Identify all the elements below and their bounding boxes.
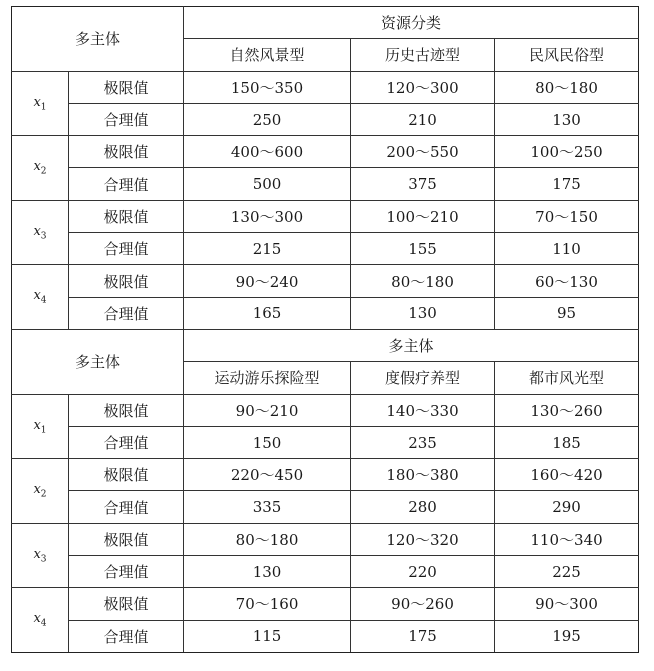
section1-corner-label: 多主体 bbox=[12, 7, 184, 72]
variable-symbol: x bbox=[33, 223, 41, 239]
section2-column-header: 运动游乐探险型 bbox=[184, 362, 351, 394]
section1-column-header: 民风民俗型 bbox=[495, 39, 639, 71]
row-type-label: 极限值 bbox=[69, 136, 184, 168]
table-cell: 185 bbox=[495, 426, 639, 458]
table-row bbox=[12, 426, 639, 458]
table-cell: 165 bbox=[184, 297, 351, 329]
table-cell: 290 bbox=[495, 491, 639, 523]
table-cell: 150～350 bbox=[184, 71, 351, 103]
row-type-label: 极限值 bbox=[69, 459, 184, 491]
table-cell: 220～450 bbox=[184, 459, 351, 491]
row-type-label: 极限值 bbox=[69, 394, 184, 426]
row-type-label: 合理值 bbox=[69, 233, 184, 265]
table-cell: 175 bbox=[495, 168, 639, 200]
section1-header-row bbox=[12, 7, 639, 39]
variable-subscript: 1 bbox=[40, 425, 47, 436]
table-cell: 130～260 bbox=[495, 394, 639, 426]
variable-label bbox=[12, 200, 69, 265]
variable-label bbox=[12, 71, 69, 136]
row-type-label: 极限值 bbox=[69, 265, 184, 297]
table-cell: 70～160 bbox=[184, 588, 351, 620]
table-cell: 200～550 bbox=[351, 136, 495, 168]
table-cell: 95 bbox=[495, 297, 639, 329]
row-type-label: 极限值 bbox=[69, 71, 184, 103]
resource-table-container bbox=[11, 6, 638, 653]
variable-symbol: x bbox=[33, 546, 41, 562]
table-cell: 175 bbox=[351, 620, 495, 652]
variable-subscript: 3 bbox=[40, 554, 47, 565]
table-row bbox=[12, 103, 639, 135]
row-type-label: 极限值 bbox=[69, 200, 184, 232]
table-cell: 130 bbox=[495, 103, 639, 135]
table-cell: 70～150 bbox=[495, 200, 639, 232]
table-cell: 130 bbox=[351, 297, 495, 329]
resource-classification-table bbox=[11, 6, 639, 653]
variable-subscript: 4 bbox=[40, 618, 47, 629]
row-type-label: 合理值 bbox=[69, 168, 184, 200]
variable-symbol: x bbox=[33, 482, 41, 498]
variable-label bbox=[12, 136, 69, 201]
table-cell: 100～210 bbox=[351, 200, 495, 232]
table-row bbox=[12, 394, 639, 426]
table-cell: 90～210 bbox=[184, 394, 351, 426]
table-cell: 180～380 bbox=[351, 459, 495, 491]
table-cell: 225 bbox=[495, 556, 639, 588]
row-type-label: 合理值 bbox=[69, 103, 184, 135]
row-type-label: 合理值 bbox=[69, 556, 184, 588]
table-row bbox=[12, 71, 639, 103]
variable-label bbox=[12, 265, 69, 330]
variable-label bbox=[12, 394, 69, 459]
row-type-label: 极限值 bbox=[69, 588, 184, 620]
table-cell: 130 bbox=[184, 556, 351, 588]
table-cell: 335 bbox=[184, 491, 351, 523]
table-cell: 500 bbox=[184, 168, 351, 200]
row-type-label: 合理值 bbox=[69, 297, 184, 329]
table-cell: 120～320 bbox=[351, 523, 495, 555]
table-cell: 140～330 bbox=[351, 394, 495, 426]
table-row bbox=[12, 233, 639, 265]
variable-label bbox=[12, 588, 69, 653]
table-cell: 90～300 bbox=[495, 588, 639, 620]
table-cell: 100～250 bbox=[495, 136, 639, 168]
table-cell: 110 bbox=[495, 233, 639, 265]
table-row bbox=[12, 523, 639, 555]
section2-header-row bbox=[12, 329, 639, 361]
table-row bbox=[12, 265, 639, 297]
table-cell: 235 bbox=[351, 426, 495, 458]
table-cell: 60～130 bbox=[495, 265, 639, 297]
variable-subscript: 4 bbox=[40, 295, 47, 306]
table-cell: 90～260 bbox=[351, 588, 495, 620]
table-cell: 250 bbox=[184, 103, 351, 135]
table-row bbox=[12, 200, 639, 232]
table-row bbox=[12, 491, 639, 523]
table-cell: 80～180 bbox=[495, 71, 639, 103]
table-cell: 220 bbox=[351, 556, 495, 588]
variable-symbol: x bbox=[33, 94, 41, 110]
table-cell: 150 bbox=[184, 426, 351, 458]
table-cell: 80～180 bbox=[184, 523, 351, 555]
table-row bbox=[12, 168, 639, 200]
table-row bbox=[12, 136, 639, 168]
table-cell: 110～340 bbox=[495, 523, 639, 555]
variable-symbol: x bbox=[33, 159, 41, 175]
section1-column-header: 自然风景型 bbox=[184, 39, 351, 71]
table-cell: 400～600 bbox=[184, 136, 351, 168]
table-cell: 120～300 bbox=[351, 71, 495, 103]
row-type-label: 极限值 bbox=[69, 523, 184, 555]
row-type-label: 合理值 bbox=[69, 620, 184, 652]
section2-group-header: 多主体 bbox=[184, 329, 639, 361]
table-cell: 155 bbox=[351, 233, 495, 265]
row-type-label: 合理值 bbox=[69, 426, 184, 458]
variable-label bbox=[12, 459, 69, 524]
variable-subscript: 1 bbox=[40, 102, 47, 113]
table-row bbox=[12, 459, 639, 491]
table-row bbox=[12, 297, 639, 329]
variable-symbol: x bbox=[33, 417, 41, 433]
table-cell: 215 bbox=[184, 233, 351, 265]
table-cell: 115 bbox=[184, 620, 351, 652]
variable-symbol: x bbox=[33, 288, 41, 304]
table-cell: 90～240 bbox=[184, 265, 351, 297]
table-cell: 160～420 bbox=[495, 459, 639, 491]
table-row bbox=[12, 588, 639, 620]
section1-group-header: 资源分类 bbox=[184, 7, 639, 39]
table-cell: 375 bbox=[351, 168, 495, 200]
variable-subscript: 2 bbox=[40, 489, 47, 500]
section2-corner-label: 多主体 bbox=[12, 329, 184, 394]
section2-column-header: 都市风光型 bbox=[495, 362, 639, 394]
section2-column-header: 度假疗养型 bbox=[351, 362, 495, 394]
table-cell: 130～300 bbox=[184, 200, 351, 232]
section1-column-header: 历史古迹型 bbox=[351, 39, 495, 71]
table-cell: 280 bbox=[351, 491, 495, 523]
variable-symbol: x bbox=[33, 611, 41, 627]
variable-subscript: 2 bbox=[40, 166, 47, 177]
table-row bbox=[12, 620, 639, 652]
variable-subscript: 3 bbox=[40, 231, 47, 242]
table-cell: 210 bbox=[351, 103, 495, 135]
row-type-label: 合理值 bbox=[69, 491, 184, 523]
table-cell: 195 bbox=[495, 620, 639, 652]
table-row bbox=[12, 556, 639, 588]
variable-label bbox=[12, 523, 69, 588]
table-cell: 80～180 bbox=[351, 265, 495, 297]
